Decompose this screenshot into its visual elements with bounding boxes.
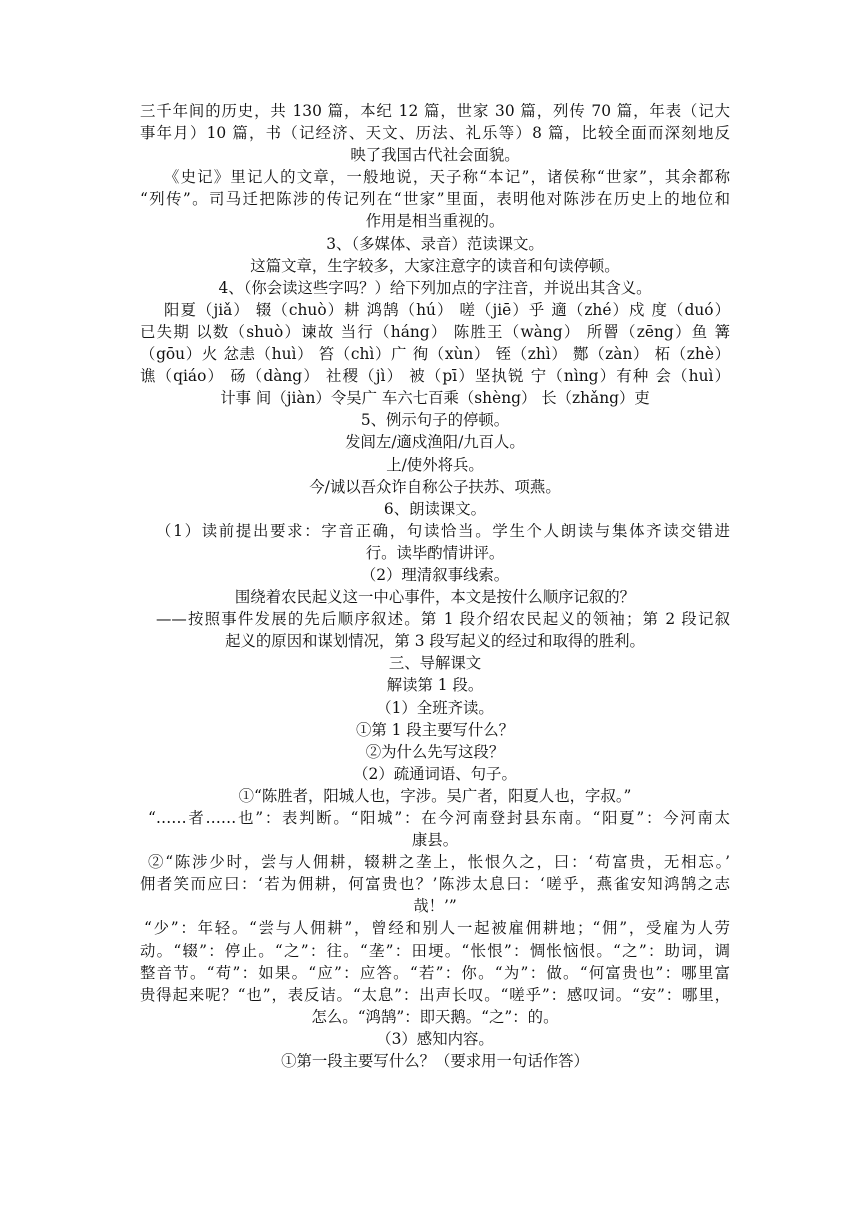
text-line: 整音节。“苟”：如果。“应”：应答。“若”：你。“为”：做。“何富贵也”：哪里富 xyxy=(140,963,730,982)
text-line: 谯（qiáo） 砀（dàng） 社稷（jì） 被（pī）坚执锐 宁（nìng）有种 会（huì） xyxy=(140,367,730,386)
text-line: （gōu）火 忿恚（huì） 笞（chì）广 徇（xùn） 铚（zhì） 酂（zàn） 柘（zhè） xyxy=(140,345,730,364)
text-line: 动。“辍”：停止。“之”：往。“垄”：田埂。“怅恨”：惆怅恼恨。“之”：助词，调 xyxy=(140,941,730,960)
text-line: 《史记》里记人的文章，一般地说，天子称“本记”，诸侯称“世家”，其余都称 xyxy=(164,168,730,187)
text-line: 4、（你会读这些字吗？）给下列加点的字注音，并说出其含义。 xyxy=(218,278,652,297)
text-line: 起义的原因和谋划情况，第 3 段写起义的经过和取得的胜利。 xyxy=(225,632,645,651)
text-line: 发闾左/適戍渔阳/九百人。 xyxy=(345,433,525,452)
text-line: “少”：年轻。“尝与人佣耕”，曾经和别人一起被雇佣耕地；“佣”，受雇为人劳 xyxy=(144,919,730,938)
text-line: （3）感知内容。 xyxy=(376,1029,494,1048)
text-line: （2）理清叙事线索。 xyxy=(360,565,510,584)
text-line: 事年月）10 篇，书（记经济、天文、历法、礼乐等）8 篇，比较全面而深刻地反 xyxy=(140,124,730,143)
text-line: 这篇文章，生字较多，大家注意字的读音和句读停顿。 xyxy=(250,256,620,275)
text-line: “……者……也”：表判断。“阳城”：在今河南登封县东南。“阳夏”：今河南太 xyxy=(148,809,730,827)
text-line: ②为什么先写这段？ xyxy=(365,742,505,761)
text-line: 行。读毕酌情讲评。 xyxy=(365,543,505,562)
text-line: 三、导解课文 xyxy=(388,654,482,673)
text-line: 5、例示句子的停顿。 xyxy=(360,411,510,430)
text-line: 解读第 1 段。 xyxy=(386,676,484,695)
text-line: “列传”。司马迁把陈涉的传记列在“世家”里面，表明他对陈涉在历史上的地位和 xyxy=(140,190,730,209)
text-line: 贵得起来呢？“也”，表反诘。“太息”：出声长叹。“嗟乎”：感叹词。“安”：哪里， xyxy=(140,985,730,1004)
text-line: 哉！’” xyxy=(413,897,457,916)
text-line: 阳夏（jiǎ） 辍（chuò）耕 鸿鹄（hú） 嗟（jiē）乎 適（zhé）戍 度（duó） xyxy=(164,300,730,319)
text-line: 佣者笑而应曰：‘若为佣耕，何富贵也？’陈涉太息曰：‘嗟乎，燕雀安知鸿鹄之志 xyxy=(140,875,730,894)
text-line: ②“陈涉少时，尝与人佣耕，辍耕之垄上，怅恨久之，曰：‘苟富贵，无相忘。’ xyxy=(148,853,730,872)
text-line: 康县。 xyxy=(411,831,459,850)
text-line: ——按照事件发展的先后顺序叙述。第 1 段介绍农民起义的领袖；第 2 段记叙 xyxy=(156,610,730,629)
text-line: 围绕着农民起义这一中心事件，本文是按什么顺序记叙的？ xyxy=(234,588,636,607)
text-line: ①“陈胜者，阳城人也，字涉。吴广者，阳夏人也，字叔。” xyxy=(238,786,632,805)
text-line: 3、（多媒体、录音）范读课文。 xyxy=(326,234,544,253)
text-line: 三千年间的历史，共 130 篇，本纪 12 篇，世家 30 篇，列传 70 篇，年表（记大 xyxy=(140,102,730,120)
text-line: 作用是相当重视的。 xyxy=(365,212,505,231)
text-line: 今/诚以吾众诈自称公子扶苏、项燕。 xyxy=(309,477,561,496)
text-line: 计事 间（jiàn）令吴广 车六七百乘（shèng） 长（zhǎng）吏 xyxy=(220,389,650,408)
text-line: （1）读前提出要求：字音正确，句读恰当。学生个人朗读与集体齐读交错进 xyxy=(156,521,730,540)
text-line: （1）全班齐读。 xyxy=(376,698,494,717)
text-line: 已失期 以数（shuò）谏故 当行（háng） 陈胜王（wàng） 所罾（zēng）鱼 篝 xyxy=(140,322,730,341)
text-line: 映了我国古代社会面貌。 xyxy=(350,146,520,165)
text-line: ①第 1 段主要写什么？ xyxy=(355,720,515,739)
text-line: 上/使外将兵。 xyxy=(386,455,484,474)
document-page xyxy=(140,100,730,1072)
text-line: （2）疏通词语、句子。 xyxy=(353,764,517,783)
text-line: 6、朗读课文。 xyxy=(383,499,487,518)
text-line: ①第一段主要写什么？（要求用一句话作答） xyxy=(281,1052,589,1071)
text-line: 怎么。“鸿鹄”：即天鹅。“之”：的。 xyxy=(311,1007,559,1026)
